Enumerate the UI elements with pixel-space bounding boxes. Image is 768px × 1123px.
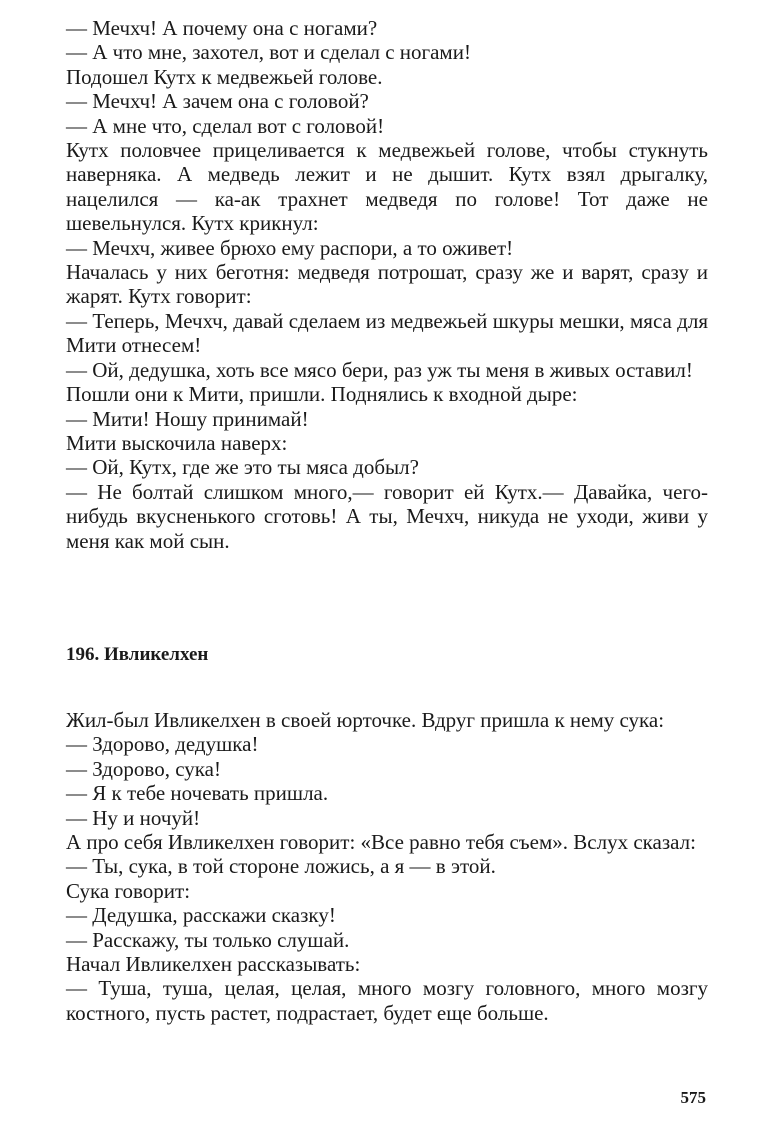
- paragraph: — Мечхч! А почему она с ногами?: [66, 16, 378, 40]
- story-heading: 196. Ивликелхен: [66, 644, 209, 665]
- paragraph: — Ты, сука, в той стороне ложись, а я — в этой.: [66, 854, 496, 879]
- paragraph: — Ну и ночуй!: [66, 805, 201, 830]
- paragraph: — Мечхч, живее брюхо ему распори, а то оживет!: [66, 235, 514, 260]
- paragraph: — Здорово, дедушка!: [66, 732, 259, 757]
- paragraph: Началась у них беготня: медведя потрошат, сразу же и варят, сразу и жарят. Кутх говорит:: [66, 260, 708, 309]
- paragraph: — Я к тебе ночевать пришла.: [66, 781, 329, 806]
- paragraph: — Здорово, сука!: [66, 756, 221, 781]
- story-text-continuation: [66, 16, 708, 553]
- paragraph: — Дедушка, расскажи сказку!: [66, 903, 336, 928]
- story-text-ivlikelkhen: [66, 708, 708, 1025]
- paragraph: — Расскажу, ты только слушай.: [66, 927, 350, 952]
- paragraph: — Мечхч! А зачем она с головой?: [66, 89, 369, 114]
- paragraph: Пошли они к Мити, пришли. Поднялись к входной дыре:: [66, 382, 578, 407]
- paragraph: — Не болтай слишком много,— говорит ей Кутх.— Давайка, чего-нибудь вкусненького сготовь! А ты, Мечхч, никуда не уходи, живи у меня как мой сын.: [66, 479, 708, 553]
- paragraph: — Теперь, Мечхч, давай сделаем из медвежьей шкуры мешки, мяса для Мити отнесем!: [66, 308, 708, 358]
- page-number: 575: [680, 1088, 706, 1107]
- paragraph: Мити выскочила наверх:: [66, 430, 288, 455]
- paragraph: Кутх половчее прицеливается к медвежьей голове, чтобы стукнуть наверняка. А медведь лежит и не дышит. Кутх взял дрыгалку, нацелился — ка-ак трахнет медведя по голове! Тот даже не шевельнулся. Кутх крикнул:: [66, 138, 708, 236]
- paragraph: А про себя Ивликелхен говорит: «Все равно тебя съем». Вслух сказал:: [66, 830, 696, 855]
- paragraph: Жил-был Ивликелхен в своей юрточке. Вдруг пришла к нему сука:: [66, 708, 665, 732]
- paragraph: Сука говорит:: [66, 878, 191, 903]
- paragraph: — А мне что, сделал вот с головой!: [66, 113, 385, 138]
- paragraph: — Ой, дедушка, хоть все мясо бери, раз уж ты меня в живых оставил!: [66, 357, 693, 382]
- paragraph: — Мити! Ношу принимай!: [66, 406, 309, 431]
- paragraph: — А что мне, захотел, вот и сделал с ногами!: [66, 40, 471, 65]
- paragraph: — Туша, туша, целая, целая, много мозгу головного, много мозгу костного, пусть растет, подрастает, будет еще больше.: [66, 976, 708, 1025]
- paragraph: Подошел Кутх к медвежьей голове.: [66, 64, 383, 89]
- paragraph: Начал Ивликелхен рассказывать:: [66, 952, 361, 977]
- paragraph: — Ой, Кутх, где же это ты мяса добыл?: [66, 455, 419, 480]
